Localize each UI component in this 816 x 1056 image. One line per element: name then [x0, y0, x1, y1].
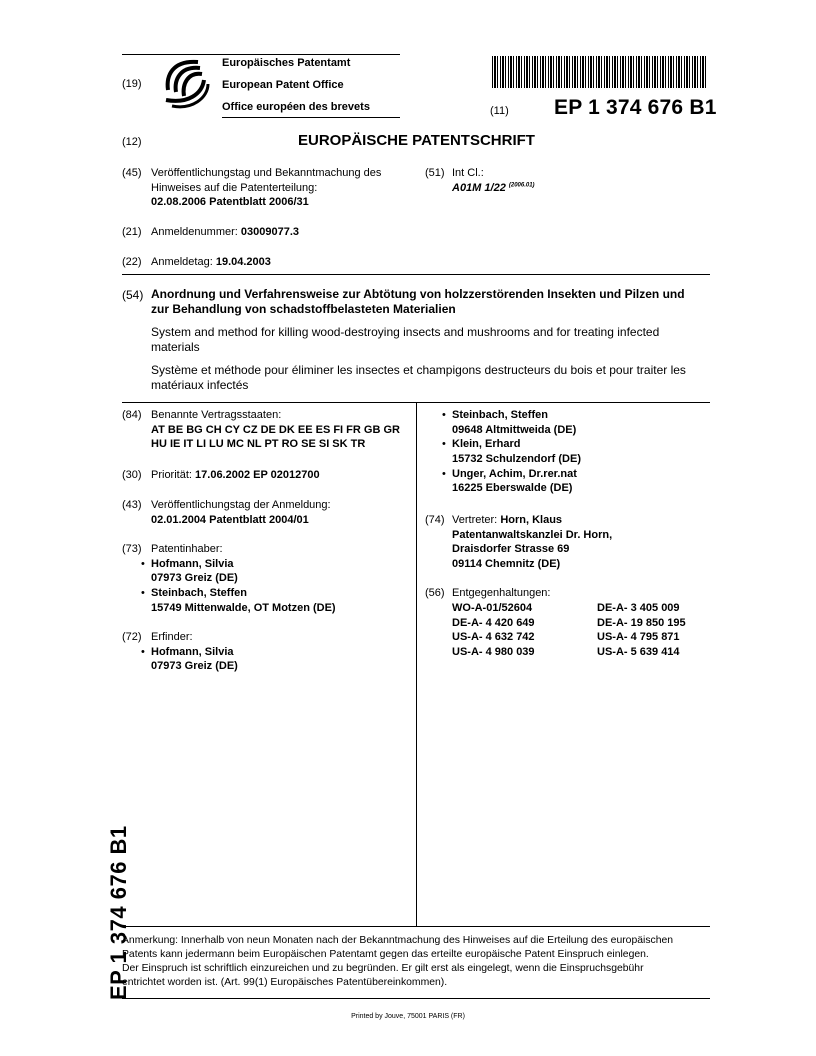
code-56: (56) [425, 587, 445, 599]
holder-2-address: 15749 Mittenwalde, OT Motzen (DE) [151, 601, 336, 614]
field-21-label: Anmeldenummer: [151, 226, 238, 238]
field-72 [141, 630, 238, 674]
citation: WO-A-01/52604 [452, 602, 533, 614]
field-30-label: Priorität: [151, 469, 192, 481]
code-73: (73) [122, 543, 142, 555]
title-de-line-2: zur Behandlung von schadstoffbelasteten Materialien [151, 302, 456, 316]
epo-logo-icon [158, 56, 210, 112]
bullet-icon: • [141, 645, 145, 658]
citations-left [452, 601, 535, 660]
inventor-3-address: 15732 Schulzendorf (DE) [452, 452, 581, 465]
citation: US-A- 4 980 039 [452, 645, 535, 658]
representative-city: 09114 Chemnitz (DE) [452, 557, 561, 570]
inventor-4-name: Unger, Achim, Dr.rer.nat [452, 467, 577, 480]
section-rule-4 [122, 998, 710, 999]
application-number: 03009077.3 [240, 226, 300, 238]
title-en-line-1: System and method for killing wood-destroying insects and mushrooms and for treating infected [151, 325, 660, 339]
citation: DE-A- 4 420 649 [452, 616, 535, 629]
code-12: (12) [122, 136, 142, 148]
field-84-label: Benannte Vertragsstaaten: [151, 409, 282, 421]
office-name-de: Europäisches Patentamt [222, 57, 351, 69]
field-22-label: Anmeldetag: [151, 256, 213, 268]
field-45-label-1: Veröffentlichungstag und Bekanntmachung des [151, 167, 382, 179]
code-22: (22) [122, 256, 142, 268]
code-51: (51) [425, 167, 445, 179]
bullet-icon: • [442, 438, 446, 451]
inventor-1-address: 07973 Greiz (DE) [151, 660, 238, 673]
code-21: (21) [122, 226, 142, 238]
side-publication-number: EP 1 374 676 B1 [106, 825, 131, 1000]
field-84 [151, 408, 400, 452]
field-56-label: Entgegenhaltungen: [452, 587, 551, 599]
field-45-value: 02.08.2006 Patentblatt 2006/31 [151, 196, 309, 209]
inventor-3-name: Klein, Erhard [452, 438, 521, 451]
column-divider [416, 402, 417, 926]
citations-right [597, 601, 686, 660]
header-bottom-rule [222, 117, 400, 118]
holder-2-name: Steinbach, Steffen [151, 586, 247, 599]
representative-name: Horn, Klaus [500, 514, 563, 526]
field-73-label: Patentinhaber: [151, 543, 223, 555]
field-74-label: Vertreter: [452, 514, 498, 526]
inventor-4-address: 16225 Eberswalde (DE) [452, 482, 573, 495]
representative-street: Draisdorfer Strasse 69 [452, 543, 570, 556]
note-line-4: entrichtet worden ist. (Art. 99(1) Europäisches Patentübereinkommen). [122, 977, 448, 988]
inventor-1-name: Hofmann, Silvia [151, 645, 234, 658]
code-19: (19) [122, 78, 142, 90]
printer-footer: Printed by Jouve, 75001 PARIS (FR) [351, 1013, 465, 1020]
title-de-line-1: Anordnung und Verfahrensweise zur Abtötung von holzzerstörenden Insekten und Pilzen und [151, 287, 685, 301]
note-line-1: Anmerkung: Innerhalb von neun Monaten nach der Bekanntmachung des Hinweises auf die Erteilung des europäischen [122, 935, 674, 946]
code-11: (11) [490, 105, 509, 117]
note-line-3: Der Einspruch ist schriftlich einzureichen und zu begründen. Er gilt erst als eingelegt, wenn die Einspruchsgebühr [122, 963, 644, 974]
office-name-en: European Patent Office [222, 79, 344, 91]
bullet-icon: • [141, 557, 145, 570]
code-30: (30) [122, 469, 142, 481]
code-72: (72) [122, 631, 142, 643]
bullet-icon: • [442, 467, 446, 480]
publication-number: EP 1 374 676 B1 [554, 96, 717, 119]
title-en-line-2: materials [151, 340, 200, 354]
citation: DE-A- 3 405 009 [597, 602, 680, 614]
field-43-value: 02.01.2004 Patentblatt 2004/01 [151, 513, 309, 526]
field-56 [452, 586, 550, 601]
priority-value: 17.06.2002 EP 02012700 [195, 469, 320, 481]
code-45: (45) [122, 167, 142, 179]
citation: US-A- 4 795 871 [597, 631, 680, 644]
code-74: (74) [425, 514, 445, 526]
section-rule-1 [122, 274, 710, 275]
bullet-icon: • [141, 586, 145, 599]
field-30 [151, 468, 320, 483]
field-74 [452, 513, 612, 572]
code-54: (54) [122, 288, 144, 302]
bullet-icon: • [442, 409, 446, 421]
field-45-label-2: Hinweises auf die Patenterteilung: [151, 181, 318, 194]
header-top-rule [122, 54, 400, 55]
ipc-class: A01M 1/22 [452, 181, 506, 194]
section-rule-3 [122, 926, 710, 927]
citation: US-A- 5 639 414 [597, 645, 680, 658]
document-type-title: EUROPÄISCHE PATENTSCHRIFT [298, 132, 535, 149]
field-73 [141, 542, 336, 615]
barcode [492, 56, 708, 88]
field-51-label: Int Cl.: [452, 167, 484, 179]
office-name-fr: Office européen des brevets [222, 101, 370, 113]
inventor-2-name: Steinbach, Steffen [452, 409, 548, 421]
inventors-continued [442, 408, 581, 496]
citation: DE-A- 19 850 195 [597, 616, 686, 629]
citation: US-A- 4 632 742 [452, 631, 535, 644]
ipc-version: (2006.01) [508, 181, 535, 188]
code-43: (43) [122, 499, 142, 511]
inventor-2-address: 09648 Altmittweida (DE) [452, 423, 577, 436]
field-45 [151, 166, 381, 210]
field-43-label: Veröffentlichungstag der Anmeldung: [151, 499, 331, 511]
states-line-2: HU IE IT LI LU MC NL PT RO SE SI SK TR [151, 438, 366, 451]
title-fr-line-1: Système et méthode pour éliminer les insectes et champigons destructeurs du bois et pour traiter les [151, 363, 686, 377]
title-fr-line-2: matériaux infectés [151, 378, 249, 392]
field-22 [151, 255, 271, 270]
note-line-2: Patents kann jedermann beim Europäischen Patentamt gegen das erteilte europäische Patent Einspruch einlegen. [122, 949, 649, 960]
field-43 [151, 498, 331, 527]
holder-1-address: 07973 Greiz (DE) [151, 572, 238, 585]
field-54 [151, 287, 711, 393]
field-51 [452, 166, 535, 195]
field-21 [151, 225, 299, 240]
field-72-label: Erfinder: [151, 631, 193, 643]
code-84: (84) [122, 409, 142, 421]
holder-1-name: Hofmann, Silvia [151, 557, 234, 570]
states-line-1: AT BE BG CH CY CZ DE DK EE ES FI FR GB GR [151, 423, 400, 436]
opposition-note [122, 934, 712, 990]
representative-firm: Patentanwaltskanzlei Dr. Horn, [452, 528, 613, 541]
filing-date: 19.04.2003 [215, 256, 271, 268]
